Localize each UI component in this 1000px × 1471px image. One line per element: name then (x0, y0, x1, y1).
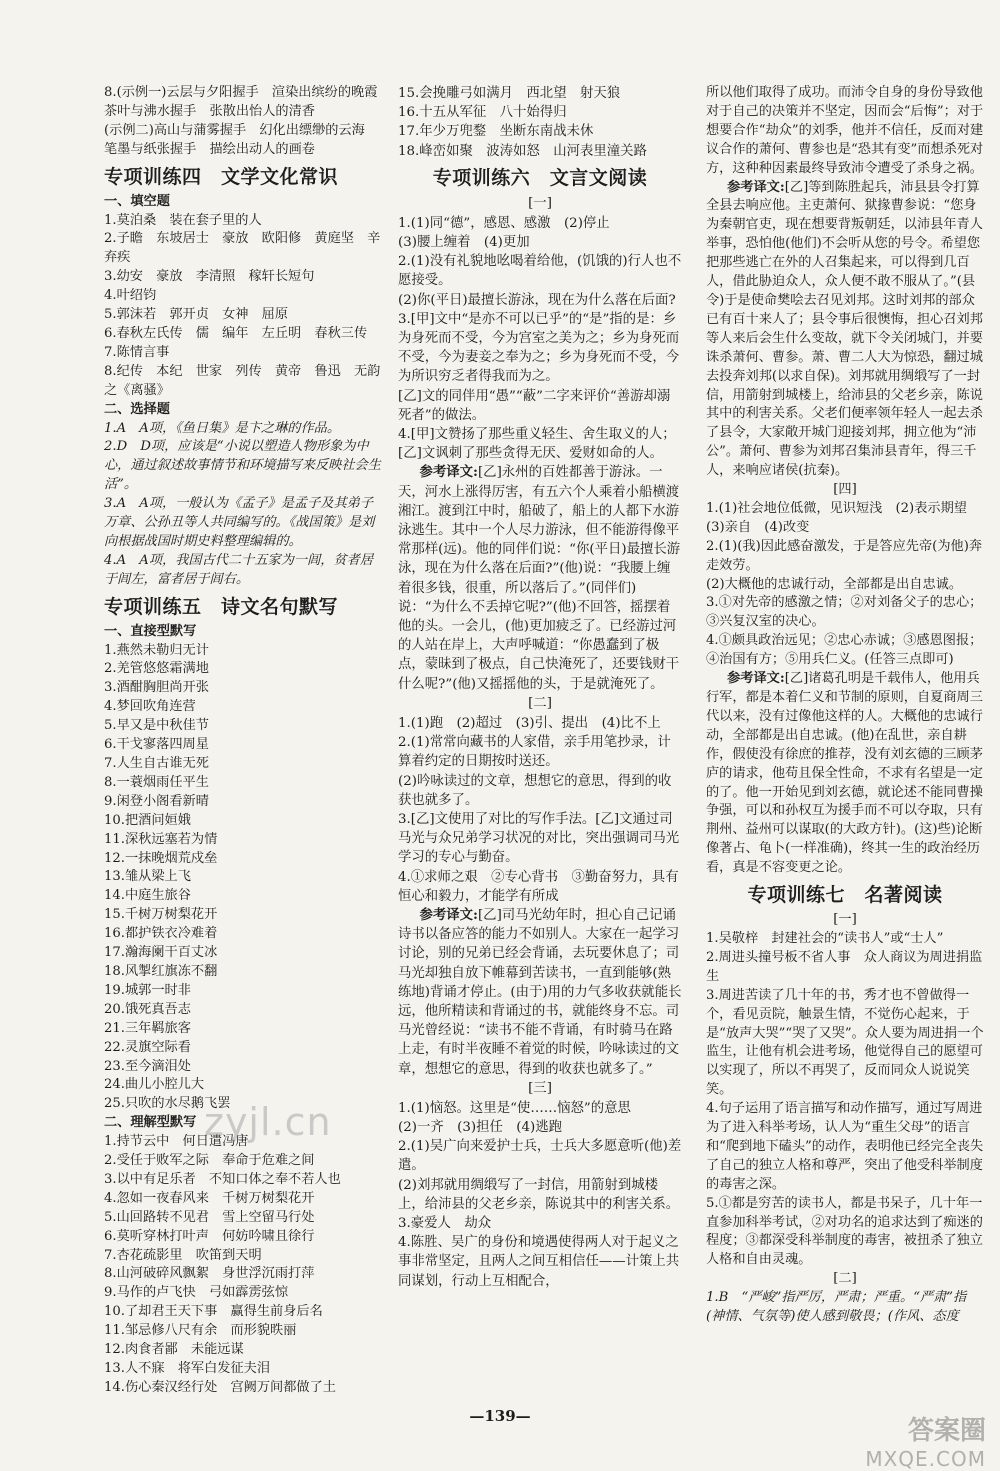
answer-line: (2)一齐 (3)担任 (4)逃跑 (398, 1119, 563, 1135)
answer-line: 17.瀚海阑干百丈冰 (104, 945, 218, 961)
answer-line: 8.山河破碎风飘絮 身世浮沉雨打萍 (104, 1266, 315, 1282)
answer-line: 4.①颇具政治远见；②忠心赤诚；③感恩图报；④治国有方；⑤用兵仁义。(任答三点即可) (706, 633, 983, 668)
page-number: —139— (469, 1407, 531, 1425)
answer-line: 1.持节云中 何日遣冯唐 (104, 1134, 249, 1150)
watermark-zyjl: zyjl.cn (204, 1100, 332, 1144)
answer-line: 1.吴敬梓 封建社会的“读书人”或“士人” (706, 930, 944, 946)
column-right (706, 84, 984, 1327)
answer-line: 5.①都是穷苦的读书人，都是书呆子，几十年一直参加科举考试，②对功名的追求达到了痴迷的程度；③都深受科举制度的毒害，被扭杀了独立人格和自由灵魂。 (706, 1195, 983, 1268)
answer-line: 17.年少万兜鍪 坐断东南战未休 (398, 124, 594, 140)
answer-line: 1.(1)跑 (2)超过 (3)引、提出 (4)比不上 (398, 715, 661, 731)
answer-line: 14.伤心秦汉经行处 宫阙万间都做了土 (104, 1379, 336, 1395)
answer-line: (2)刘邦就用绸缎写了一封信，用箭射到城楼上，给沛县的父老乡亲，陈说其中的利害关系。 (398, 1177, 680, 1212)
translation-text: [乙]等到陈胜起兵，沛县县令打算全县去响应他。主吏萧何、狱掾曹参说：“您身为秦朝官吏，现在想要背叛朝廷，以沛县年青人举事，恐怕他(他们)不会听从您的号令。希望您把那些逃亡在外的人召集起来，可以得到几百人，借此胁迫众人，众人便不敢不服从了。”(县令)于是使命樊哙去召见刘邦。这时刘邦的部众已有百十来人了；县令事后很懊悔，担心召刘邦等人来后会生什么变故，就下令关闭城门，并要诛杀萧何、曹参。萧、曹二人大为惊恐，翻过城去投奔刘邦(以求自保)。刘邦就用绸缎写了一封信，用箭射到城楼上，给沛县的父老乡亲，陈说其中的利害关系。父老们便率领年轻人一起去杀了县令，大家敞开城门迎接刘邦，拥立他为“沛公”。萧何、曹参为刘邦召集沛县青年，得三千人，来响应诸侯(抗秦)。 (706, 179, 983, 479)
answer-line: 4.A A项，我国古代二十五家为一闾，贫者居于闾左，富者居于闾右。 (104, 552, 374, 587)
answer-line: 2.羌管悠悠霜满地 (104, 661, 209, 677)
answer-line: 6.莫听穿林打叶声 何妨吟啸且徐行 (104, 1228, 315, 1244)
answer-line: 8.纪传 本纪 世家 列传 黄帝 鲁迅 无韵之《离骚》 (104, 363, 381, 398)
subsection-heading: 一、直接型默写 (104, 623, 197, 639)
answer-line: (2)吟咏读过的文章，想想它的意思，得到的收获也就多了。 (398, 773, 672, 808)
answer-line: 2.(1)吴广向来爱护士兵，士兵大多愿意听(他)差遣。 (398, 1139, 682, 1174)
part-marker: [四] (833, 482, 857, 498)
answer-line: 3.豪爱人 劫众 (398, 1215, 492, 1231)
translation-text: [乙]诸葛孔明是千载伟人，他用兵行军，都是本着仁义和节制的原则，自夏商周三代以来，没有过像他这样的人。大概他的忠诚行动，全部都是出自忠诚。(他)在乱世，亲自耕作，假使没有徐庶的推荐，没有刘玄德的三顾茅庐的请求，他苟且保全性命，不求有名望是一定的了。他一开始见到刘玄德，就论述不能同曹操争强，可以和孙权互为援手而不可以夺取，只有荆州、益州可以谋取(的大政方针)。(这)些)论断像著占、龟卜(一样准确)，终其一生的政治经历看，真是不容变更之论。 (706, 671, 983, 876)
answer-line: 5.山回路转不见君 雪上空留马行处 (104, 1209, 315, 1225)
answer-line: 1.(1)恼怒。这里是“使……恼怒”的意思 (398, 1100, 631, 1116)
answer-line: (示例二)高山与蒲雾握手 幻化出缥缈的云海 笔墨与纸张握手 描绘出动人的画卷 (104, 122, 379, 157)
translation-label: 参考译文: (419, 464, 478, 481)
answer-line: 1.(1)同“德”，感恩、感激 (2)停止 (398, 215, 610, 231)
part-marker: [三] (528, 1080, 552, 1096)
section-heading: 专项训练四 文学文化常识 (104, 165, 339, 188)
answer-line: 15.千树万树梨花开 (104, 907, 218, 923)
answer-line: 15.会挽雕弓如满月 西北望 射天狼 (398, 86, 621, 101)
column-middle (398, 84, 682, 1291)
subsection-heading: 二、理解型默写 (104, 1115, 197, 1131)
answer-line: 24.曲儿小腔儿大 (104, 1077, 205, 1093)
answer-line: 10.把酒问姮娥 (104, 812, 191, 828)
answer-line: 12.肉食者鄙 未能远谋 (104, 1342, 244, 1358)
answer-line: 12.一抹晚烟荒戍垒 (104, 850, 218, 866)
answer-line: 22.灵旗空际看 (104, 1039, 191, 1055)
translation-text: [乙]司马光幼年时，担心自己记诵诗书以备应答的能力不如别人。大家在一起学习讨论，别的兄弟已经会背诵，去玩要休息了；司马光却独自放下帷幕到苦读书，一直到能够(熟练地)背诵才停止。(由于)用的力气多收获就能长远，他所精读和背诵过的书，就能终身不忘。司马光曾经说：“读书不能不背诵，有时骑马在路上走，有时半夜睡不着觉的时候，吟咏读过的文章，想想它的意思，得到的收获也就多了。” (398, 907, 682, 1077)
translation-label: 参考译文: (727, 179, 785, 195)
answer-line: 3.A A项，一般认为《孟子》是孟子及其弟子万章、公孙丑等人共同编写的。《战国策》是刘向根据战国时期史料整理编辑的。 (104, 496, 375, 549)
translation-label: 参考译文: (727, 671, 785, 687)
answer-line: 5.郭沫若 郭开贞 女神 屈原 (104, 307, 289, 323)
answer-line: 7.杏花疏影里 吹笛到天明 (104, 1247, 262, 1263)
reference-translation (398, 906, 682, 1079)
answer-line: 6.春秋左氏传 儒 编年 左丘明 春秋三传 (104, 325, 368, 341)
section-heading: 专项训练五 诗文名句默写 (104, 595, 339, 618)
reference-translation (706, 670, 984, 878)
answer-line: 16.十五从军征 八十始得归 (398, 105, 567, 121)
answer-line: [乙]文的同伴用“愚”“蔽”二字来评价“善游却溺死者”的做法。 (398, 388, 671, 423)
answer-line: 18.峰峦如聚 波涛如怒 山河表里潼关路 (398, 143, 647, 159)
answer-line: 7.人生自古谁无死 (104, 756, 209, 771)
answer-line: 13.人不寐 将军白发征夫泪 (104, 1361, 271, 1376)
answer-line: 3.以中有足乐者 不知口体之奉不若人也 (104, 1171, 341, 1187)
answer-line: 18.风掣红旗冻不翻 (104, 963, 218, 979)
answer-line: (2)你(平日)最擅长游泳，现在为什么落在后面? (398, 292, 676, 308)
answer-line: 25.只吹的水尽鹅飞罢 (104, 1096, 231, 1112)
answer-line: 9.马作的卢飞快 弓如霹雳弦惊 (104, 1285, 289, 1301)
answer-line: 3.①对先帝的感激之情；②对刘备父子的忠心；③兴复汉室的决心。 (706, 595, 983, 630)
answer-line: 3.酒酣胸胆尚开张 (104, 680, 209, 696)
part-marker: [一] (833, 912, 857, 928)
answer-line: 1.燕然未勒归无计 (104, 642, 209, 658)
answer-line: 14.中庭生旅谷 (104, 888, 191, 904)
answer-line: 7.陈情言事 (104, 344, 170, 360)
answer-line: 1.(1)社会地位低微，见识短浅 (2)表示期望 (3)亲自 (4)改变 (706, 500, 981, 535)
answer-line: 20.饿死真吾志 (104, 1001, 191, 1017)
answer-line: 4.句子运用了语言描写和动作描写，通过写周进为了进入科举考场，认人为“重生父母”的语言和“爬到地下磕头”的动作，表明他已经完全丧失了自己的独立人格和尊严，突出了他受科举制度的毒害之深。 (706, 1101, 984, 1192)
reference-translation (706, 179, 984, 482)
answer-line: 21.三年羁旅客 (104, 1020, 191, 1036)
answer-line: 2.受任于败军之际 奉命于危难之间 (104, 1153, 315, 1169)
answer-line: 1.A A项，《鱼日集》是卞之琳的作品。 (104, 420, 341, 436)
answer-line: 23.至今滴泪处 (104, 1058, 191, 1074)
watermark-mxqe-logo: 答案圈 (907, 1416, 986, 1446)
translation-label: 参考译文: (419, 906, 478, 923)
answer-line: 4.梦回吹角连营 (104, 699, 196, 715)
answer-line: 3.周进苦读了几十年的书，秀才也不曾做得一个，看见贡院，触景生情，不觉伤心起来，于是“放声大哭”“哭了又哭”。众人要为周进捐一个监生，让他有机会进考场，他觉得自己的愿望可以实现了，所以不再哭了，反而同众人说说笑笑。 (706, 987, 984, 1098)
subsection-heading: 一、填空题 (104, 193, 170, 209)
answer-line: 8.一蓑烟雨任平生 (104, 774, 209, 790)
answer-line: 8.(示例一)云层与夕阳握手 渲染出缤纷的晚霞 茶叶与沸水握手 张散出怡人的清香 (104, 85, 391, 119)
answer-line: 10.了却君王天下事 赢得生前身后名 (104, 1304, 323, 1320)
answer-line: 13.雏从梁上飞 (104, 869, 191, 885)
answer-line: 2.(1)常常向藏书的人家借，亲手用笔抄录，计算着约定的日期按时送还。 (398, 735, 671, 770)
part-marker: [二] (528, 695, 552, 711)
part-marker: [一] (528, 195, 552, 211)
watermark-mxqe-url: MXQE.COM (865, 1447, 986, 1471)
section-heading: 专项训练七 名著阅读 (747, 884, 943, 907)
section-heading: 专项训练六 文言文阅读 (432, 166, 648, 189)
answer-line: 2.子瞻 东坡居士 豪放 欧阳修 黄庭坚 辛弃疾 (104, 231, 381, 266)
answer-line: 3.幼安 豪放 李清照 稼轩长短句 (104, 269, 315, 285)
answer-line: 19.城郭一时非 (104, 982, 191, 998)
column-left (104, 84, 391, 1398)
answer-line: 2.(1)没有礼貌地吆喝着给他，(饥饿的)行人也不愿接受。 (398, 254, 682, 289)
answer-line: 4.①求师之艰 ②专心背书 ③勤奋努力，具有恒心和毅力，才能学有所成 (398, 869, 679, 904)
answer-line: 4.叶绍钧 (104, 288, 157, 304)
answer-line: 16.都护铁衣冷难着 (104, 926, 218, 942)
answer-line: 2.D D项，应该是“小说以塑造人物形象为中心，通过叙述故事情节和环境描写来反映社会生活”。 (104, 439, 381, 493)
answer-line: 1.莫泊桑 装在套子里的人 (104, 212, 262, 228)
answer-line: 2.(1)(我)因此感奋激发，于是答应先帝(为他)奔走效劳。 (706, 538, 983, 573)
answer-line: 11.深秋远塞若为情 (104, 831, 218, 847)
answer-line: 4.陈胜、吴广的身份和境遇使得两人对于起义之事非常坚定，且两人之间互相信任——计策上共同谋划，行动上互相配合， (398, 1235, 680, 1289)
answer-line: 5.早又是中秋佳节 (104, 718, 209, 734)
part-marker: [二] (833, 1271, 857, 1287)
answer-line: 所以他们取得了成功。而沛令自身的身份导致他对于自己的决策并不坚定，因而会“后悔”；对于想要合作“劫众”的刘季，他并不信任，反而对建议合作的萧何、曹参也是“恐其有变”而想杀死对方，这种种因素最终导致沛令遭受了杀身之祸。 (706, 85, 984, 176)
answer-line: 4.忽如一夜春风来 千树万树梨花开 (104, 1190, 315, 1206)
answer-line: 3.[乙]文使用了对比的写作手法。[乙]文通过司马光与众兄弟学习状况的对比，突出强调司马光学习的专心与勤奋。 (398, 811, 680, 866)
answer-line: 11.邹忌修八尺有余 而形貌昳丽 (104, 1323, 297, 1339)
translation-text: [乙]永州的百姓都善于游泳。一天，河水上涨得厉害，有五六个人乘着小船横渡湘江。渡到江中时，船破了，船上的人都下水游泳逃生。其中一个人尽力游泳，但不能游得像平常那样(远)。他的同伴们说：“你(平日)最擅长游泳，现在为什么落在后面?”(他)说：“我腰上缠着很多钱，很重，所以落后了。”(同伴们)说：“为什么不丢掉它呢?”(他)不回答，摇摆着他的头。一会儿，(他)更加疲乏了。已经游过河的人站在岸上，大声呼喊道：“你愚蠢到了极点，蒙昧到了极点，自己快淹死了，还要钱财干什么呢?”(他)又摇摇他的头，于是就淹死了。 (398, 465, 681, 692)
reference-translation (398, 463, 682, 693)
answer-line: 6.干戈寥落四周星 (104, 737, 209, 753)
answer-line: (3)腰上缠着 (4)更加 (398, 235, 530, 251)
answer-line: 4.[甲]文赞扬了那些重义轻生、舍生取义的人；[乙]文讽刺了那些贪得无厌、爱财如命的人。 (398, 427, 676, 462)
answer-line: (2)大概他的忠诚行动，全部都是出自忠诚。 (706, 576, 963, 592)
answer-line: 9.闲登小阁看新晴 (104, 793, 209, 809)
subsection-heading: 二、选择题 (104, 401, 170, 417)
answer-line: 3.[甲]文中“是亦不可以已乎”的“是”指的是：乡为身死而不受，今为宫室之美为之；乡为身死而不受，今为妻妾之奉为之；乡为身死而不受，今为所识穷乏者得我而为之。 (398, 311, 680, 385)
answer-line: 2.周进头撞号板不省人事 众人商议为周进捐监生 (706, 949, 983, 984)
answer-line: 1.B “严峻”指严厉，严肃；严重。“严肃”指(神情、气氛等)使人感到敬畏；(作风、态度 (706, 1290, 967, 1325)
